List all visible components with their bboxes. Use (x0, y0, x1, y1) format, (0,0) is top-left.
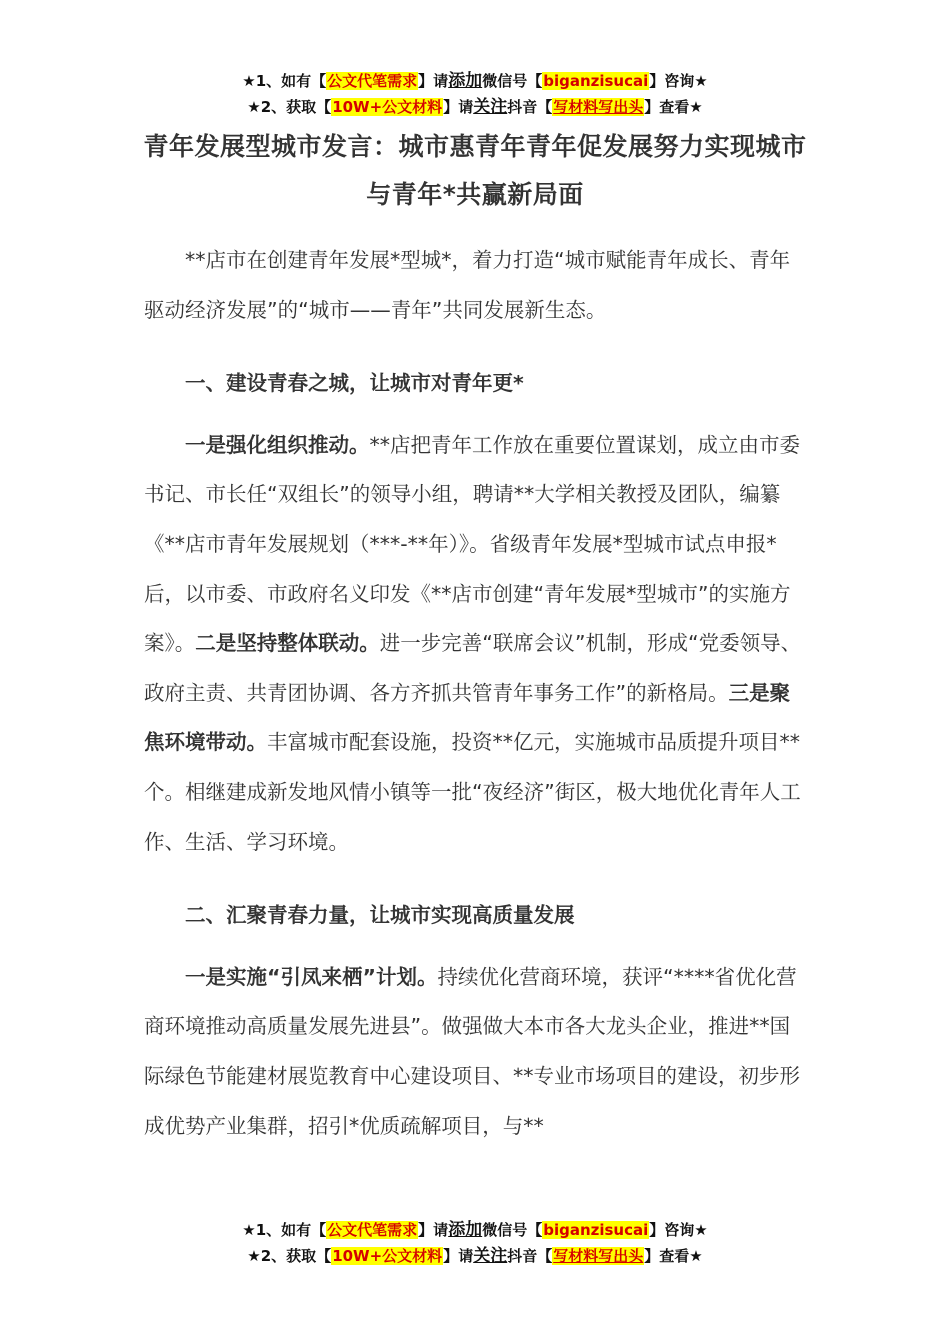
banner-text: 】请 (418, 72, 449, 90)
banner-text: ★2、获取【 (247, 98, 332, 116)
banner-text: 】查看★ (644, 98, 703, 116)
banner-line-2 (0, 1243, 950, 1269)
body-text: 持续优化营商环境，获评“****省优化营商环境推动高质量发展先进县”。做强做大本市各大龙头企业，推进**国际绿色节能建材展览教育中心建设项目、**专业市场项目的建设，初步形成优势产业集群，招引*优质疏解项目，与** (144, 964, 800, 1138)
banner-text: ★1、如有【 (242, 1221, 327, 1239)
banner-text: ★2、获取【 (247, 1247, 332, 1265)
highlight-douyin: 写材料写出头 (553, 98, 644, 116)
banner-text: 抖音【 (507, 98, 553, 116)
lead-text: 三是聚焦环境带动。 (144, 680, 791, 755)
banner-text: 】查看★ (644, 1247, 703, 1265)
banner-text: 微信号【 (482, 1221, 543, 1239)
bottom-banner (0, 1217, 950, 1269)
banner-text: 】请 (443, 98, 474, 116)
banner-text: 】请 (443, 1247, 474, 1265)
section-2-paragraph (144, 953, 810, 1151)
top-banner (0, 68, 950, 120)
highlight-douyin: 写材料写出头 (553, 1247, 644, 1265)
banner-text: 】咨询★ (649, 72, 708, 90)
highlight-ghostwriting: 公文代笔需求 (327, 1221, 418, 1239)
document-body (144, 236, 810, 1151)
lead-text: 一是强化组织推动。 (185, 432, 370, 457)
lead-text: 二是坚持整体联动。 (195, 631, 380, 656)
banner-text: 】咨询★ (649, 1221, 708, 1239)
lead-text: 一是实施“引凤来栖”计划。 (185, 964, 438, 989)
highlight-wechat-id: biganzisucai (543, 1221, 649, 1239)
highlight-materials: 10W+公文材料 (332, 98, 443, 116)
highlight-wechat-id: biganzisucai (543, 72, 649, 90)
section-1-heading: 一、建设青春之城，让城市对青年更* (185, 371, 524, 396)
body-text: 丰富城市配套设施，投资**亿元，实施城市品质提升项目**个。相继建成新发地风情小镇等一批“夜经济”街区，极大地优化青年人工作、生活、学习环境。 (144, 730, 801, 854)
banner-emphasis: 关注 (473, 1246, 508, 1266)
body-text: **店把青年工作放在重要位置谋划，成立由市委书记、市长任“双组长”的领导小组，聘请**大学相关教授及团队，编纂《**店市青年发展规划（***-**年）》。省级青年发展*型城市试点申报*后，以市委、市政府名义印发《**店市创建“青年发展*型城市”的实施方案》。 (144, 432, 800, 656)
banner-text: 微信号【 (482, 72, 543, 90)
banner-emphasis: 添加 (448, 71, 483, 91)
banner-text: 】请 (418, 1221, 449, 1239)
section-2-heading: 二、汇聚青春力量，让城市实现高质量发展 (185, 903, 575, 928)
document-title: 青年发展型城市发言：城市惠青年青年促发展努力实现城市与青年*共赢新局面 (143, 132, 807, 209)
highlight-ghostwriting: 公文代笔需求 (327, 72, 418, 90)
section-1-paragraph (144, 421, 810, 867)
intro-paragraph: **店市在创建青年发展*型城*，着力打造“城市赋能青年成长、青年驱动经济发展”的“城市——青年”共同发展新生态。 (144, 248, 791, 322)
banner-emphasis: 关注 (473, 97, 508, 117)
banner-line-1 (0, 68, 950, 94)
banner-line-2 (0, 94, 950, 120)
banner-emphasis: 添加 (448, 1220, 483, 1240)
highlight-materials: 10W+公文材料 (332, 1247, 443, 1265)
banner-line-1 (0, 1217, 950, 1243)
body-text: 进一步完善“联席会议”机制，形成“党委领导、政府主责、共青团协调、各方齐抓共管青年事务工作”的新格局。 (144, 631, 802, 705)
banner-text: ★1、如有【 (242, 72, 327, 90)
banner-text: 抖音【 (507, 1247, 553, 1265)
